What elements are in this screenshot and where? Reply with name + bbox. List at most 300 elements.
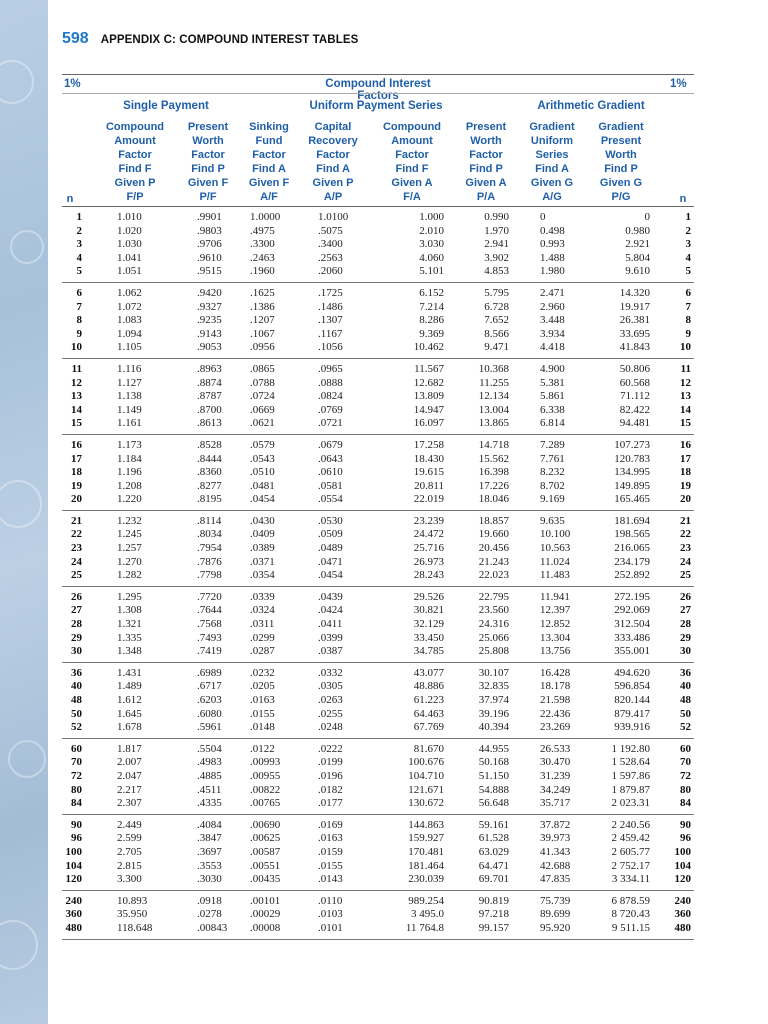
cell-af: .0122 bbox=[250, 742, 275, 755]
cell-af: .1960 bbox=[250, 265, 275, 278]
cell-pg: 333.486 bbox=[614, 631, 650, 644]
cell-n-right: 60 bbox=[680, 742, 691, 755]
cell-ap: .1486 bbox=[318, 300, 343, 313]
cell-n: 5 bbox=[76, 265, 82, 278]
cell-pf: .7876 bbox=[197, 555, 222, 568]
cell-pg: 6 878.59 bbox=[611, 894, 650, 907]
column-header-line: Given G bbox=[530, 177, 574, 189]
table-row bbox=[62, 819, 694, 833]
cell-fa: 8.286 bbox=[419, 314, 444, 327]
cell-pf: .4335 bbox=[197, 797, 222, 810]
table-row bbox=[62, 756, 694, 770]
column-header-ap bbox=[293, 120, 373, 204]
cell-ap: .5075 bbox=[318, 224, 343, 237]
table-row bbox=[62, 569, 694, 583]
cell-pg: 939.916 bbox=[614, 721, 650, 734]
table-row bbox=[62, 314, 694, 328]
cell-n: 20 bbox=[71, 493, 82, 506]
page-header bbox=[62, 30, 358, 48]
cell-ag: 4.418 bbox=[540, 341, 565, 354]
cell-pg: 120.783 bbox=[614, 452, 650, 465]
cell-n-right: 3 bbox=[685, 238, 691, 251]
cell-af: .0788 bbox=[250, 376, 275, 389]
cell-ag: 30.470 bbox=[540, 756, 571, 769]
cell-pg: 181.694 bbox=[614, 514, 650, 527]
cell-ap: .0489 bbox=[318, 542, 343, 555]
cell-pa: 21.243 bbox=[478, 555, 509, 568]
table-row bbox=[62, 618, 694, 632]
cell-ap: .1725 bbox=[318, 286, 343, 299]
cell-n-right: 240 bbox=[674, 894, 691, 907]
column-header-line: Uniform bbox=[530, 135, 574, 147]
cell-n-right: 18 bbox=[680, 466, 691, 479]
cell-fp: 1.232 bbox=[117, 514, 142, 527]
cell-af: .00435 bbox=[250, 873, 281, 886]
table-block bbox=[62, 586, 694, 662]
cell-af: .0430 bbox=[250, 514, 275, 527]
cell-af: 1.0000 bbox=[250, 211, 281, 223]
cell-pf: .5504 bbox=[197, 742, 222, 755]
column-header-line: Find A bbox=[316, 163, 350, 175]
cell-n: 52 bbox=[71, 721, 82, 734]
cell-n: 18 bbox=[71, 466, 82, 479]
column-header-line: Find P bbox=[604, 163, 638, 175]
cell-ag: 39.973 bbox=[540, 832, 571, 845]
cell-pa: 19.660 bbox=[478, 528, 509, 541]
cell-fa: 20.811 bbox=[414, 479, 444, 492]
cell-af: .00765 bbox=[250, 797, 281, 810]
cell-ag: 31.239 bbox=[540, 769, 571, 782]
cell-pg: 5.804 bbox=[625, 251, 650, 264]
column-header-line: Given P bbox=[114, 177, 156, 189]
cell-pg: 234.179 bbox=[614, 555, 650, 568]
cell-fa: 5.101 bbox=[419, 265, 444, 278]
cell-fp: 1.196 bbox=[117, 466, 142, 479]
cell-n: 28 bbox=[71, 618, 82, 631]
table-row bbox=[62, 770, 694, 784]
cell-pf: .7798 bbox=[197, 569, 222, 582]
table-block bbox=[62, 434, 694, 510]
cell-ap: .0454 bbox=[318, 569, 343, 582]
column-header-line: P/A bbox=[476, 191, 496, 203]
table-block bbox=[62, 282, 694, 358]
cell-pg: 355.001 bbox=[614, 645, 650, 658]
cell-n-right: 20 bbox=[680, 493, 691, 506]
table-row bbox=[62, 328, 694, 342]
cell-ag: 10.100 bbox=[540, 528, 571, 541]
cell-pf: .8963 bbox=[197, 362, 222, 375]
cell-n-right: 25 bbox=[680, 569, 691, 582]
table-row bbox=[62, 252, 694, 266]
cell-pa: 25.808 bbox=[478, 645, 509, 658]
cell-ap: .0199 bbox=[318, 756, 343, 769]
cell-n-right: 4 bbox=[685, 251, 691, 264]
column-header-line: Given P bbox=[312, 177, 354, 189]
cell-ap: .0332 bbox=[318, 666, 343, 679]
cell-ag: 42.688 bbox=[540, 859, 571, 872]
cell-ag: 13.304 bbox=[540, 631, 571, 644]
cell-pg: 60.568 bbox=[619, 376, 650, 389]
cell-pg: 292.069 bbox=[614, 604, 650, 617]
column-header-line: Find F bbox=[395, 163, 429, 175]
cell-pf: .9327 bbox=[197, 300, 222, 313]
cell-n-right: 26 bbox=[680, 590, 691, 603]
cell-ap: .3400 bbox=[318, 238, 343, 251]
table-title: Compound Interest Factors bbox=[325, 78, 431, 102]
cell-pg: 198.565 bbox=[614, 528, 650, 541]
cell-n-right: 360 bbox=[674, 908, 691, 921]
cell-fa: 81.670 bbox=[413, 742, 444, 755]
cell-pg: 82.422 bbox=[619, 403, 650, 416]
cell-fp: 1.020 bbox=[117, 224, 142, 237]
cell-n: 27 bbox=[71, 604, 82, 617]
cell-ap: .0159 bbox=[318, 845, 343, 858]
cell-af: .00029 bbox=[250, 908, 281, 921]
cell-n: 17 bbox=[71, 452, 82, 465]
cell-n-right: 14 bbox=[680, 403, 691, 416]
table-row bbox=[62, 667, 694, 681]
cell-af: .0299 bbox=[250, 631, 275, 644]
cell-pa: 4.853 bbox=[484, 265, 509, 278]
cell-pf: .3030 bbox=[197, 873, 222, 886]
cell-pg: 41.843 bbox=[619, 341, 650, 354]
table-block bbox=[62, 890, 694, 939]
column-header-fa bbox=[372, 120, 452, 204]
cell-ap: .0182 bbox=[318, 783, 343, 796]
cell-pf: .8874 bbox=[197, 376, 222, 389]
cell-af: .0579 bbox=[250, 438, 275, 451]
coin-graphic bbox=[8, 740, 46, 778]
cell-ap: .0554 bbox=[318, 493, 343, 506]
cell-af: .0354 bbox=[250, 569, 275, 582]
table-row bbox=[62, 846, 694, 860]
cell-n-right: 96 bbox=[680, 832, 691, 845]
cell-pg: 9.610 bbox=[625, 265, 650, 278]
table-row bbox=[62, 591, 694, 605]
cell-pf: .9143 bbox=[197, 327, 222, 340]
cell-fa: 61.223 bbox=[413, 694, 444, 706]
cell-fa: 121.671 bbox=[408, 783, 444, 796]
column-header-line: Worth bbox=[470, 135, 502, 147]
cell-af: .1067 bbox=[250, 327, 275, 340]
cell-af: .0232 bbox=[250, 666, 275, 679]
cell-ap: .0530 bbox=[318, 514, 343, 527]
cell-ag: 2.471 bbox=[540, 286, 565, 299]
cell-ap: .0581 bbox=[318, 479, 343, 492]
cell-fa: 32.129 bbox=[413, 618, 444, 631]
cell-n: 30 bbox=[71, 645, 82, 658]
cell-fa: 10.462 bbox=[413, 341, 444, 354]
table-row bbox=[62, 287, 694, 301]
cell-ap: .0163 bbox=[318, 832, 343, 845]
cell-fa: 30.821 bbox=[413, 604, 444, 617]
cell-fp: 2.449 bbox=[117, 818, 142, 831]
cell-pf: .9610 bbox=[197, 251, 222, 264]
cell-n: 70 bbox=[71, 756, 82, 769]
column-header-line: Given G bbox=[599, 177, 643, 189]
cell-af: .00008 bbox=[250, 921, 281, 934]
cell-n-right: 22 bbox=[680, 528, 691, 541]
column-header-line: Factor bbox=[395, 149, 429, 161]
cell-ap: .0248 bbox=[318, 721, 343, 734]
cell-af: .0409 bbox=[250, 528, 275, 541]
column-header-line: Find A bbox=[252, 163, 286, 175]
cell-fp: 1.138 bbox=[117, 390, 142, 403]
cell-fp: 1.184 bbox=[117, 452, 142, 465]
cell-pg: 2 023.31 bbox=[611, 797, 650, 810]
cell-n-right: 17 bbox=[680, 452, 691, 465]
cell-n: 10 bbox=[71, 341, 82, 354]
cell-pa: 40.394 bbox=[478, 721, 509, 734]
cell-ap: .0305 bbox=[318, 680, 343, 693]
column-header-line: P/G bbox=[611, 191, 631, 203]
cell-fa: 130.672 bbox=[408, 797, 444, 810]
cell-fa: 25.716 bbox=[413, 542, 444, 555]
cell-ag: 22.436 bbox=[540, 707, 571, 720]
cell-pf: .9706 bbox=[197, 238, 222, 251]
group-uniform-series: Uniform Payment Series bbox=[309, 100, 443, 112]
cell-fa: 3 495.0 bbox=[411, 908, 444, 921]
table-row bbox=[62, 721, 694, 735]
cell-ag: 34.249 bbox=[540, 783, 571, 796]
table-row bbox=[62, 211, 694, 225]
cell-ap: .1167 bbox=[318, 327, 343, 340]
cell-pa: 99.157 bbox=[478, 921, 509, 934]
cell-n-right: 2 bbox=[685, 224, 691, 237]
cell-ag: 11.024 bbox=[540, 555, 570, 568]
cell-af: .00625 bbox=[250, 832, 281, 845]
cell-pf: .8114 bbox=[197, 514, 222, 527]
cell-fp: 1.072 bbox=[117, 300, 142, 313]
cell-n-right: 11 bbox=[680, 362, 691, 375]
bottom-rule bbox=[62, 939, 694, 940]
cell-pg: 14.320 bbox=[619, 286, 650, 299]
cell-pf: .8444 bbox=[197, 452, 222, 465]
table-row bbox=[62, 873, 694, 887]
column-header-line: Present bbox=[465, 121, 507, 133]
cell-pg: 272.195 bbox=[614, 590, 650, 603]
cell-ag: 7.289 bbox=[540, 438, 565, 451]
cell-n-right: 104 bbox=[674, 859, 691, 872]
column-header-line: Sinking bbox=[249, 121, 289, 133]
cell-pf: .7954 bbox=[197, 542, 222, 555]
interest-table bbox=[62, 211, 694, 940]
cell-pa: 22.795 bbox=[478, 590, 509, 603]
cell-pa: 63.029 bbox=[478, 845, 509, 858]
cell-fp: 2.815 bbox=[117, 859, 142, 872]
column-header-line: Find A bbox=[535, 163, 569, 175]
cell-n-right: 7 bbox=[685, 300, 691, 313]
top-rule bbox=[62, 74, 694, 75]
cell-pf: .3697 bbox=[197, 845, 222, 858]
table-row bbox=[62, 708, 694, 722]
cell-fp: 1.173 bbox=[117, 438, 142, 451]
table-block bbox=[62, 814, 694, 890]
cell-pa: 20.456 bbox=[478, 542, 509, 555]
table-row bbox=[62, 908, 694, 922]
cell-n-right: 1 bbox=[685, 211, 691, 223]
cell-af: .4975 bbox=[250, 224, 275, 237]
cell-n-right: 70 bbox=[680, 756, 691, 769]
cell-fp: 1.127 bbox=[117, 376, 142, 389]
cell-fp: 1.335 bbox=[117, 631, 142, 644]
cell-pf: .4885 bbox=[197, 769, 222, 782]
cell-pf: .0918 bbox=[197, 894, 222, 907]
cell-ag: 4.900 bbox=[540, 362, 565, 375]
cell-pf: .8277 bbox=[197, 479, 222, 492]
cell-pf: .4084 bbox=[197, 818, 222, 831]
cell-pf: .8700 bbox=[197, 403, 222, 416]
cell-pg: 8 720.43 bbox=[611, 908, 650, 921]
cell-pf: .6717 bbox=[197, 680, 222, 693]
cell-fa: 1.000 bbox=[419, 211, 444, 223]
group-arithmetic-gradient: Arithmetic Gradient bbox=[537, 100, 645, 112]
table-block bbox=[62, 662, 694, 738]
cell-fp: 2.705 bbox=[117, 845, 142, 858]
column-header-line: Factor bbox=[252, 149, 286, 161]
cell-pa: 64.471 bbox=[478, 859, 509, 872]
cell-fa: 11.567 bbox=[414, 362, 444, 375]
cell-ap: .0643 bbox=[318, 452, 343, 465]
cell-ag: 75.739 bbox=[540, 894, 571, 907]
cell-pf: .4983 bbox=[197, 756, 222, 769]
cell-n-right: 28 bbox=[680, 618, 691, 631]
cell-pg: 216.065 bbox=[614, 542, 650, 555]
column-header-line: F/A bbox=[403, 191, 421, 203]
cell-fp: 1.062 bbox=[117, 286, 142, 299]
cell-fp: 2.047 bbox=[117, 769, 142, 782]
cell-pg: 149.895 bbox=[614, 479, 650, 492]
cell-n: 29 bbox=[71, 631, 82, 644]
cell-ap: .0222 bbox=[318, 742, 343, 755]
cell-fp: 1.105 bbox=[117, 341, 142, 354]
cell-fp: 1.431 bbox=[117, 666, 142, 679]
cell-pg: 596.854 bbox=[614, 680, 650, 693]
cell-ap: .0263 bbox=[318, 694, 343, 706]
table-row bbox=[62, 528, 694, 542]
cell-fa: 64.463 bbox=[413, 707, 444, 720]
cell-pa: 6.728 bbox=[484, 300, 509, 313]
cell-ag: 3.448 bbox=[540, 314, 565, 327]
table-row bbox=[62, 238, 694, 252]
cell-ap: 1.0100 bbox=[318, 211, 349, 223]
cell-fa: 24.472 bbox=[413, 528, 444, 541]
cell-fa: 104.710 bbox=[408, 769, 444, 782]
cell-pa: 11.255 bbox=[479, 376, 509, 389]
cell-af: .00993 bbox=[250, 756, 281, 769]
cell-ap: .0110 bbox=[318, 894, 343, 907]
column-header-line: Given F bbox=[187, 177, 229, 189]
cell-n-right: 15 bbox=[680, 417, 691, 430]
cell-pa: 14.718 bbox=[478, 438, 509, 451]
cell-pa: 3.902 bbox=[484, 251, 509, 264]
column-header-ag bbox=[512, 120, 592, 204]
cell-fp: 1.270 bbox=[117, 555, 142, 568]
cell-fp: 1.083 bbox=[117, 314, 142, 327]
cell-ap: .0509 bbox=[318, 528, 343, 541]
cell-n-right: 52 bbox=[680, 721, 691, 734]
cell-pa: 39.196 bbox=[478, 707, 509, 720]
cell-pf: .9420 bbox=[197, 286, 222, 299]
cell-pg: 0 bbox=[644, 211, 650, 223]
cell-fp: 10.893 bbox=[117, 894, 148, 907]
cell-fa: 34.785 bbox=[413, 645, 444, 658]
cell-af: .00101 bbox=[250, 894, 281, 907]
cell-n-right: 120 bbox=[674, 873, 691, 886]
cell-ap: .2563 bbox=[318, 251, 343, 264]
cell-pa: 1.970 bbox=[484, 224, 509, 237]
cell-fp: 1.321 bbox=[117, 618, 142, 631]
cell-pa: 61.528 bbox=[478, 832, 509, 845]
table-block bbox=[62, 358, 694, 434]
cell-n: 40 bbox=[71, 680, 82, 693]
cell-ag: 11.941 bbox=[540, 590, 570, 603]
column-header-line: Present bbox=[187, 121, 229, 133]
cell-pg: 2.921 bbox=[625, 238, 650, 251]
cell-ag: 47.835 bbox=[540, 873, 571, 886]
cell-fa: 12.682 bbox=[413, 376, 444, 389]
cell-pg: 494.620 bbox=[614, 666, 650, 679]
cell-ag: 1.980 bbox=[540, 265, 565, 278]
cell-fa: 181.464 bbox=[408, 859, 444, 872]
cell-af: .1207 bbox=[250, 314, 275, 327]
cell-ag: 18.178 bbox=[540, 680, 571, 693]
cell-ap: .0387 bbox=[318, 645, 343, 658]
cell-af: .00587 bbox=[250, 845, 281, 858]
cell-fa: 9.369 bbox=[419, 327, 444, 340]
cell-pa: 50.168 bbox=[478, 756, 509, 769]
cell-fa: 144.863 bbox=[408, 818, 444, 831]
coin-graphic bbox=[10, 230, 44, 264]
cell-n: 120 bbox=[65, 873, 82, 886]
cell-fa: 7.214 bbox=[419, 300, 444, 313]
cell-fp: 1.282 bbox=[117, 569, 142, 582]
cell-n: 19 bbox=[71, 479, 82, 492]
cell-ag: 2.960 bbox=[540, 300, 565, 313]
cell-pf: .7644 bbox=[197, 604, 222, 617]
column-header-line: Worth bbox=[192, 135, 224, 147]
column-header-line: Series bbox=[535, 149, 569, 161]
cell-n-right: 80 bbox=[680, 783, 691, 796]
cell-ap: .0424 bbox=[318, 604, 343, 617]
cell-ag: 12.397 bbox=[540, 604, 571, 617]
cell-af: .0621 bbox=[250, 417, 275, 430]
column-header-line: Recovery bbox=[308, 135, 358, 147]
table-row bbox=[62, 797, 694, 811]
cell-fp: 2.007 bbox=[117, 756, 142, 769]
cell-fp: 1.295 bbox=[117, 590, 142, 603]
cell-af: .00690 bbox=[250, 818, 281, 831]
cell-n: 80 bbox=[71, 783, 82, 796]
cell-pa: 2.941 bbox=[484, 238, 509, 251]
column-header-line: Find P bbox=[191, 163, 225, 175]
column-header-line: A/F bbox=[260, 191, 278, 203]
cell-n: 1 bbox=[76, 211, 82, 223]
cell-n-right: 40 bbox=[680, 680, 691, 693]
cell-pa: 10.368 bbox=[478, 362, 509, 375]
cell-ag: 0.993 bbox=[540, 238, 565, 251]
cell-ag: 7.761 bbox=[540, 452, 565, 465]
cell-n: 24 bbox=[71, 555, 82, 568]
cell-pf: .5961 bbox=[197, 721, 222, 734]
cell-pg: 0.980 bbox=[625, 224, 650, 237]
cell-fa: 23.239 bbox=[413, 514, 444, 527]
cell-n: 240 bbox=[65, 894, 82, 907]
cell-fa: 13.809 bbox=[413, 390, 444, 403]
table-block bbox=[62, 510, 694, 586]
cell-fp: 1.220 bbox=[117, 493, 142, 506]
cell-fp: 1.094 bbox=[117, 327, 142, 340]
